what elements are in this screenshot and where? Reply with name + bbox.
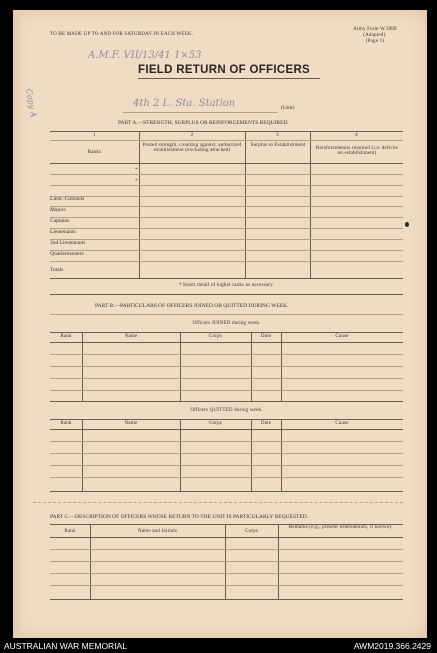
rank-2nd-lieutenants: 2nd Lieutenants [50, 240, 86, 246]
quitted-title: Officers QUITTED during week. [190, 408, 263, 413]
section-divider [33, 502, 403, 503]
col-number-1: 1 [93, 133, 96, 138]
rank-majors: Majors [50, 207, 66, 213]
footer-accession-number: AWM2019.366.2429 [353, 641, 431, 651]
col-head-posted-strength: Posted strength, counting against, authorized establishment (excluding attached) [142, 143, 242, 153]
form-page [13, 10, 427, 638]
part-c-col-corps: Corps [245, 529, 258, 534]
form-adapted: (Adapted). [363, 33, 387, 38]
part-c-col-rank: Rank [64, 529, 76, 534]
part-a-top-border [50, 131, 403, 132]
unit-handwritten: 4th 2 L. Sta. Station [133, 98, 236, 109]
part-b-heading: PART B.—PARTICULARS OF OFFICERS JOINED OR QUITTED DURING WEEK. [95, 303, 289, 309]
col-head-reinforcements: Reinforcements required (i.e. deficits on establishment) [315, 146, 399, 156]
part-a-footnote: * Insert detail of higher ranks as necessary. [178, 283, 275, 288]
title-underline [138, 78, 320, 79]
totals-label: Totals [50, 267, 64, 273]
col-number-2: 2 [190, 133, 194, 138]
asterisk-2: * [135, 179, 138, 184]
rank-lieut-colonels: Lieut.-Colonels [50, 196, 85, 202]
quitted-col-corps: Corps [209, 421, 222, 426]
joined-col-name: Name [124, 334, 138, 339]
col-head-surplus: Surplus to Establishment [250, 143, 306, 148]
part-c-col-name: Name and Initials [138, 529, 177, 534]
quitted-col-name: Name [124, 421, 138, 426]
handwritten-reference: A.M.F. VII/13/41 1×53 [88, 50, 202, 61]
col-head-ranks: Ranks [87, 150, 102, 155]
joined-col-rank: Rank [60, 334, 72, 339]
quitted-col-cause: Cause [335, 421, 349, 426]
form-title: FIELD RETURN OF OFFICERS [138, 64, 311, 76]
quitted-col-date: Date [260, 421, 272, 426]
form-page-number: (Page 1) [365, 39, 385, 44]
footer-source: AUSTRALIAN WAR MEMORIAL [4, 641, 127, 651]
col-number-4: 4 [355, 133, 358, 138]
archive-footer [0, 638, 437, 653]
form-number: Army Form W.3008 [353, 27, 397, 32]
part-a-heading: PART A.—STRENGTH, SURPLUS OR REINFORCEMENTS REQUIRED. [118, 120, 289, 126]
rank-quartermasters: Quartermasters [50, 251, 84, 257]
joined-col-cause: Cause [335, 334, 349, 339]
quitted-col-rank: Rank [60, 421, 72, 426]
asterisk-1: * [135, 168, 138, 173]
rank-lieutenants: Lieutenants [50, 229, 76, 235]
punch-hole-mark [405, 222, 409, 227]
joined-col-date: Date [260, 334, 272, 339]
unit-line [123, 112, 278, 113]
margin-note: Copy A [24, 88, 39, 119]
rank-captains: Captains [50, 218, 70, 224]
part-c-heading: PART C.—DESCRIPTION OF OFFICERS WHOSE RETURN TO THE UNIT IS PARTICULARLY REQUESTED. [50, 514, 309, 520]
joined-title: Officers JOINED during week. [192, 321, 261, 326]
joined-col-corps: Corps [209, 334, 222, 339]
col-number-3: 3 [276, 133, 279, 138]
header-note: TO BE MADE UP TO AND FOR SATURDAY IN EACH WEEK. [50, 32, 194, 37]
paper-edge [13, 10, 20, 638]
unit-label: (Unit) [281, 105, 295, 111]
part-c-col-remarks: Remarks (e.g., present whereabouts, if known) [288, 525, 392, 530]
